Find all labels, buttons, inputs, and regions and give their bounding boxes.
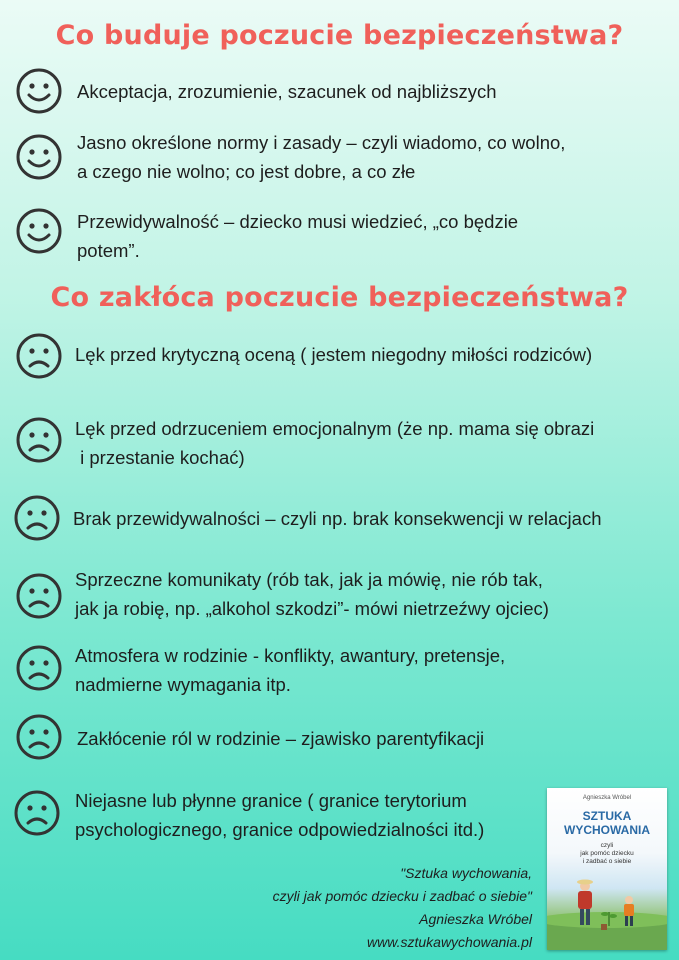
builds-item-text: Przewidywalność – dziecko musi wiedzieć, „co będzie potem”.: [77, 211, 519, 261]
book-subtitle-line1: czyli: [600, 842, 614, 849]
caption-author: Agnieszka Wróbel: [419, 911, 532, 927]
smiley-face-icon: [16, 68, 62, 114]
sad-face-icon: [16, 573, 62, 619]
book-title-line1: SZTUKA: [582, 809, 632, 823]
sad-face-icon: [16, 714, 62, 760]
smiley-face-icon: [16, 134, 62, 180]
sad-face-icon: [16, 333, 62, 379]
sad-face-icon: [14, 495, 60, 541]
book-cover: [547, 788, 667, 950]
disrupts-item-text: Atmosfera w rodzinie - konflikty, awantury, pretensje, nadmierne wymagania itp.: [75, 645, 506, 695]
disrupts-item-text: Niejasne lub płynne granice ( granice terytorium psychologicznego, granice odpowiedzialności itd.): [75, 790, 485, 840]
disrupts-item-text: Lęk przed odrzuceniem emocjonalnym (że np. mama się obrazi i przestanie kochać): [75, 418, 595, 468]
book-subtitle-line2: jak pomóc dziecku: [580, 850, 634, 857]
caption-website-link[interactable]: www.sztukawychowania.pl: [367, 934, 532, 950]
disrupts-item-text: Zakłócenie ról w rodzinie – zjawisko parentyfikacji: [77, 728, 485, 749]
smiley-face-icon: [16, 208, 62, 254]
disrupts-item-text: Brak przewidywalności – czyli np. brak konsekwencji w relacjach: [73, 508, 602, 529]
builds-item-text: Jasno określone normy i zasady – czyli wiadomo, co wolno, a czego nie wolno; co jest dobre, a co złe: [77, 132, 566, 182]
book-author: Agnieszka Wróbel: [582, 795, 632, 801]
caption-title: "Sztuka wychowania,: [400, 865, 532, 881]
disrupts-heading: Co zakłóca poczucie bezpieczeństwa?: [50, 282, 629, 313]
builds-heading: Co buduje poczucie bezpieczeństwa?: [55, 20, 624, 51]
sad-face-icon: [16, 645, 62, 691]
book-cover-illustration: [547, 874, 667, 950]
sad-face-icon: [14, 790, 60, 836]
disrupts-item-text: Lęk przed krytyczną oceną ( jestem niegodny miłości rodziców): [75, 344, 593, 365]
book-title-line2: WYCHOWANIA: [564, 823, 650, 837]
book-caption: [273, 862, 532, 954]
disrupts-item-text: Sprzeczne komunikaty (rób tak, jak ja mówię, nie rób tak, jak ja robię, np. „alkohol szkodzi”- mówi nietrzeźwy ojciec): [75, 569, 549, 619]
sad-face-icon: [16, 417, 62, 463]
caption-subtitle: czyli jak pomóc dziecku i zadbać o siebie": [272, 888, 532, 904]
builds-item-text: Akceptacja, zrozumienie, szacunek od najbliższych: [77, 81, 497, 102]
book-subtitle-line3: i zadbać o siebie: [582, 858, 632, 865]
